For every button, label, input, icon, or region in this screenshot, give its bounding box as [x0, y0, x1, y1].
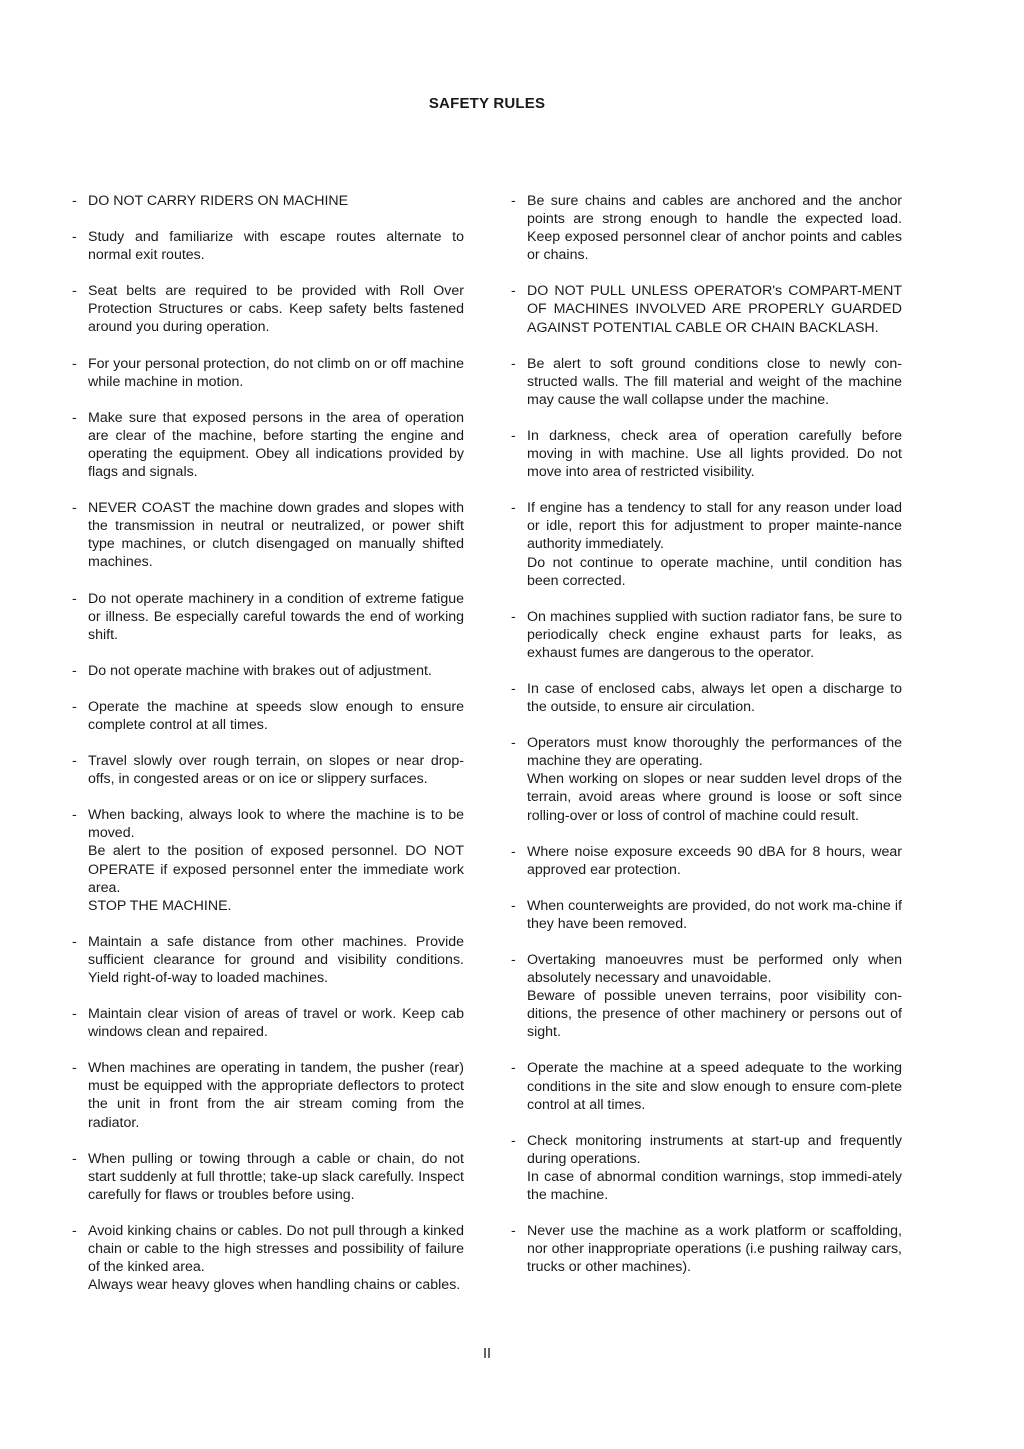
rule-item — [509, 843, 902, 879]
rule-item — [509, 1132, 902, 1204]
rule-text: - Avoid kinking chains or cables. Do not pull through a kinked chain or cable to the high stresses and possibility of failure of the kinked area. — [88, 1222, 464, 1276]
rule-text: - Seat belts are required to be provided with Roll Over Protection Structures or cabs. Keep safety belts fastened around you during operation. — [88, 283, 464, 336]
rule-text: - When pulling or towing through a cable or chain, do not start suddenly at full throttle; take-up slack carefully. Inspect carefully for flaws or troubles before using. — [88, 1150, 464, 1203]
rule-text: - In darkness, check area of operation carefully before moving in with machine. Use all lights provided. Do not move into area of restricted visibility. — [527, 427, 902, 481]
page-title: SAFETY RULES — [428, 95, 546, 112]
rule-text: - Never use the machine as a work platform or scaffolding, nor other inappropriate operations (i.e pushing railway cars, trucks or other machines). — [527, 1223, 902, 1276]
rule-item — [70, 1059, 464, 1131]
rule-item — [70, 282, 464, 336]
rule-item — [509, 680, 902, 716]
rule-text: STOP THE MACHINE. — [88, 897, 232, 914]
rule-item — [509, 734, 902, 824]
rule-text: When working on slopes or near sudden level drops of the terrain, avoid areas where ground is loose or soft since rolling-over or loss of control of machine could result. — [527, 771, 902, 824]
rule-text: Do not continue to operate machine, until condition has been corrected. — [527, 554, 902, 589]
rule-text: - DO NOT CARRY RIDERS ON MACHINE — [88, 193, 349, 209]
rule-item — [70, 662, 464, 680]
rule-item — [70, 698, 464, 734]
rule-text: - Study and familiarize with escape routes alternate to normal exit routes. — [88, 229, 464, 264]
rule-item — [70, 355, 464, 391]
rule-text: - Overtaking manoeuvres must be performed only when absolutely necessary and unavoidable. — [527, 952, 902, 987]
rule-text: - Where noise exposure exceeds 90 dBA for 8 hours, wear approved ear protection. — [527, 843, 902, 878]
rule-text: - Travel slowly over rough terrain, on slopes or near drop-offs, in congested areas or on ice or slippery surfaces. — [88, 753, 464, 788]
rule-text: - For your personal protection, do not climb on or off machine while machine in motion. — [88, 355, 464, 390]
rule-text: - Operate the machine at a speed adequate to the working conditions in the site and slow enough to ensure com-plete control at all times. — [527, 1060, 902, 1113]
rule-text: - Do not operate machinery in a condition of extreme fatigue or illness. Be especially careful towards the end of working shift. — [88, 590, 464, 643]
rule-item — [70, 192, 464, 210]
rule-item — [509, 897, 902, 933]
rule-item — [509, 355, 902, 409]
rule-item — [509, 1222, 902, 1276]
rule-item — [509, 608, 902, 662]
rule-text: - Do not operate machine with brakes out of adjustment. — [88, 662, 432, 679]
rule-item — [509, 192, 902, 264]
rule-text: - DO NOT PULL UNLESS OPERATOR's COMPART-MENT OF MACHINES INVOLVED ARE PROPERLY GUARDED AGAINST POTENTIAL CABLE OR CHAIN BACKLASH. — [527, 283, 902, 336]
rule-item — [509, 1059, 902, 1113]
rule-text: Be alert to the position of exposed personnel. DO NOT OPERATE if exposed personnel enter the immediate work area. — [88, 843, 464, 896]
rule-text: - When machines are operating in tandem, the pusher (rear) must be equipped with the appropriate deflectors to protect the unit in front from the air stream coming from the radiator. — [88, 1060, 464, 1131]
rule-text: In case of abnormal condition warnings, stop immedi-ately the machine. — [527, 1168, 902, 1204]
rule-item — [509, 499, 902, 589]
rule-text: - If engine has a tendency to stall for any reason under load or idle, report this for adjustment to proper mainte-nance authority immediately. — [527, 500, 902, 553]
rule-text: - Operate the machine at speeds slow enough to ensure complete control at all times. — [88, 698, 464, 733]
rule-text: - On machines supplied with suction radiator fans, be sure to periodically check engine exhaust parts for leaks, as exhaust fumes are dangerous to the operator. — [527, 608, 902, 661]
rule-text: - When counterweights are provided, do not work ma-chine if they have been removed. — [527, 897, 902, 932]
rule-text: Always wear heavy gloves when handling chains or cables. — [88, 1277, 461, 1294]
rule-text: - Operators must know thoroughly the performances of the machine they are operating. — [527, 735, 902, 770]
rule-item — [70, 806, 464, 915]
rule-text: - Maintain clear vision of areas of travel or work. Keep cab windows clean and repaired. — [88, 1006, 464, 1041]
rule-text: - Be sure chains and cables are anchored and the anchor points are strong enough to handle the expected load. Keep exposed personnel clear of anchor points and cables or chains. — [527, 193, 902, 264]
rule-item — [70, 228, 464, 264]
rule-text: - Maintain a safe distance from other machines. Provide sufficient clearance for ground and visibility conditions. Yield right-of-way to loaded machines. — [88, 933, 464, 986]
page-number: II — [482, 1346, 492, 1362]
rule-item — [70, 499, 464, 571]
rule-item — [509, 427, 902, 481]
rule-text: - Make sure that exposed persons in the area of operation are clear of the machine, before starting the engine and operating the equipment. Obey all indications provided by flags and signals. — [88, 409, 464, 481]
rule-item — [70, 752, 464, 788]
rule-text: - In case of enclosed cabs, always let open a discharge to the outside, to ensure air circulation. — [527, 680, 902, 716]
left-rules-column — [70, 192, 464, 1312]
rule-text: - When backing, always look to where the machine is to be moved. — [88, 807, 464, 842]
rule-item — [70, 933, 464, 987]
rule-text: Beware of possible uneven terrains, poor visibility con-ditions, the presence of other machinery or persons out of sight. — [527, 988, 902, 1041]
rule-item — [70, 409, 464, 481]
rule-item — [70, 1005, 464, 1041]
right-rules-column — [509, 192, 902, 1294]
rule-item — [70, 590, 464, 644]
rule-text: - Be alert to soft ground conditions close to newly con-structed walls. The fill material and weight of the machine may cause the wall collapse under the machine. — [527, 355, 902, 408]
rule-item — [70, 1222, 464, 1294]
rule-item — [509, 951, 902, 1041]
rule-item — [70, 1150, 464, 1204]
rule-text: - NEVER COAST the machine down grades and slopes with the transmission in neutral or neutralized, or power shift type machines, or clutch disengaged on manually shifted machines. — [88, 500, 464, 571]
rule-text: - Check monitoring instruments at start-up and frequently during operations. — [527, 1132, 902, 1167]
rule-item — [509, 282, 902, 336]
